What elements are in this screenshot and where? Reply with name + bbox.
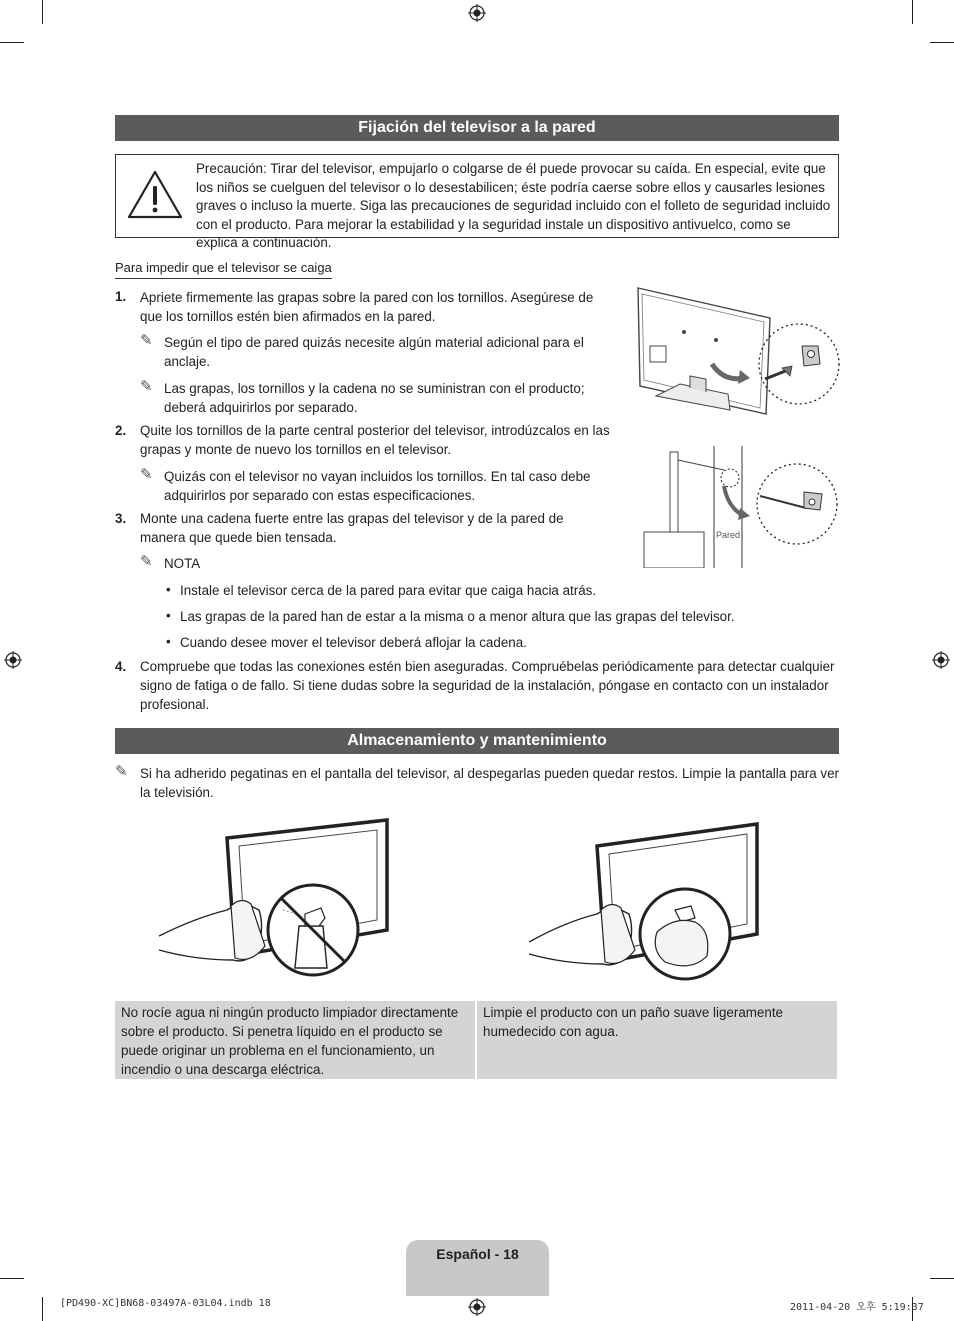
footer-timestamp: 2011-04-20 오후 5:19:37 (790, 1302, 924, 1313)
pencil-note-icon: ✎ (140, 553, 153, 570)
bullet-text: Cuando desee mover el televisor deberá aflojar la cadena. (180, 635, 527, 650)
step-text: Monte una cadena fuerte entre las grapas del televisor y de la pared de manera que quede bien tensada. (140, 511, 564, 545)
tv-side-wall-illustration (640, 446, 840, 568)
crop-mark (42, 1297, 43, 1321)
step-number: 2. (115, 423, 127, 438)
registration-mark-icon (4, 651, 22, 669)
spray-prohibited-illustration (155, 818, 395, 978)
pencil-note-icon: ✎ (140, 378, 153, 395)
crop-mark (912, 0, 913, 24)
step-text: Apriete firmemente las grapas sobre la pared con los tornillos. Asegúrese de que los tornillos estén bien afirmados en la pared. (140, 290, 594, 324)
crop-mark (0, 42, 24, 43)
pencil-note-icon: ✎ (115, 763, 128, 780)
crop-mark (42, 0, 43, 24)
subheading: Para impedir que el televisor se caiga (115, 260, 332, 279)
caption-prohibited: No rocíe agua ni ningún producto limpiador directamente sobre el producto. Si penetra líquido en el producto se puede originar un problema en el funcionamiento, un incendio o una descarga eléctrica. (115, 1001, 475, 1079)
note-text: Las grapas, los tornillos y la cadena no se suministran con el producto; deberá adquirirlos por separado. (164, 381, 585, 415)
step-number: 4. (115, 659, 127, 674)
step-text: Quite los tornillos de la parte central posterior del televisor, introdúzcalos en las grapas y monte de nuevo los tornillos en el televisor. (140, 423, 610, 457)
step-number: 3. (115, 511, 127, 526)
warning-icon (126, 169, 184, 221)
pencil-note-icon: ✎ (140, 466, 153, 483)
footer-file-info: [PD490-XC]BN68-03497A-03L04.indb 18 (60, 1298, 271, 1309)
wall-label: Pared (716, 530, 741, 540)
section-title-storage-maintenance: Almacenamiento y mantenimiento (115, 728, 839, 754)
note-text: Quizás con el televisor no vayan incluidos los tornillos. En tal caso debe adquirirlos por separado con estas especificaciones. (164, 469, 591, 503)
step-text: Compruebe que todas las conexiones estén bien aseguradas. Compruébelas periódicamente para detectar cualquier signo de fatiga o de fallo. Si tiene dudas sobre la seguridad de la instalación, póngase en contacto con un instalador profesional. (140, 659, 835, 712)
crop-mark (0, 1278, 24, 1279)
note-label: NOTA (164, 556, 201, 571)
registration-mark-icon (932, 651, 950, 669)
bullet-icon: • (166, 608, 171, 623)
bullet-text: Instale el televisor cerca de la pared para evitar que caiga hacia atrás. (180, 583, 597, 598)
crop-mark (930, 42, 954, 43)
maintenance-note: Si ha adherido pegatinas en el pantalla del televisor, al despegarlas pueden quedar restos. Limpie la pantalla para ver la televisión. (140, 766, 840, 800)
bullet-icon: • (166, 634, 171, 649)
registration-mark-icon (468, 1298, 486, 1316)
bullet-icon: • (166, 582, 171, 597)
step-number: 1. (115, 289, 127, 304)
cloth-cleaning-illustration (525, 822, 765, 982)
caution-text (196, 160, 836, 253)
pencil-note-icon: ✎ (140, 332, 153, 349)
caution-body: : Tirar del televisor, empujarlo o colgarse de él puede provocar su caída. En especial, evite que los niños se cuelguen del televisor o lo desestabilicen; éste podría caerse sobre ellos y causarles lesiones graves o incluso la muerte. Siga las precauciones de seguridad incluido con el folleto de seguridad incluido con el producto. Para mejorar la estabilidad y la seguridad instale un dispositivo antivuelco, como se explica a continuación. (196, 161, 831, 250)
caution-label: Precaución (196, 161, 263, 176)
tv-back-illustration (632, 284, 842, 420)
bullet-text: Las grapas de la pared han de estar a la misma o a menor altura que las grapas del televisor. (180, 609, 735, 624)
caution-box (115, 154, 839, 250)
crop-mark (930, 1278, 954, 1279)
note-text: Según el tipo de pared quizás necesite algún material adicional para el anclaje. (164, 335, 584, 369)
caption-correct: Limpie el producto con un paño suave ligeramente humedecido con agua. (477, 1001, 837, 1079)
section-title-wall-mount: Fijación del televisor a la pared (115, 115, 839, 141)
page-number: Español - 18 (406, 1240, 549, 1296)
registration-mark-icon (468, 4, 486, 22)
